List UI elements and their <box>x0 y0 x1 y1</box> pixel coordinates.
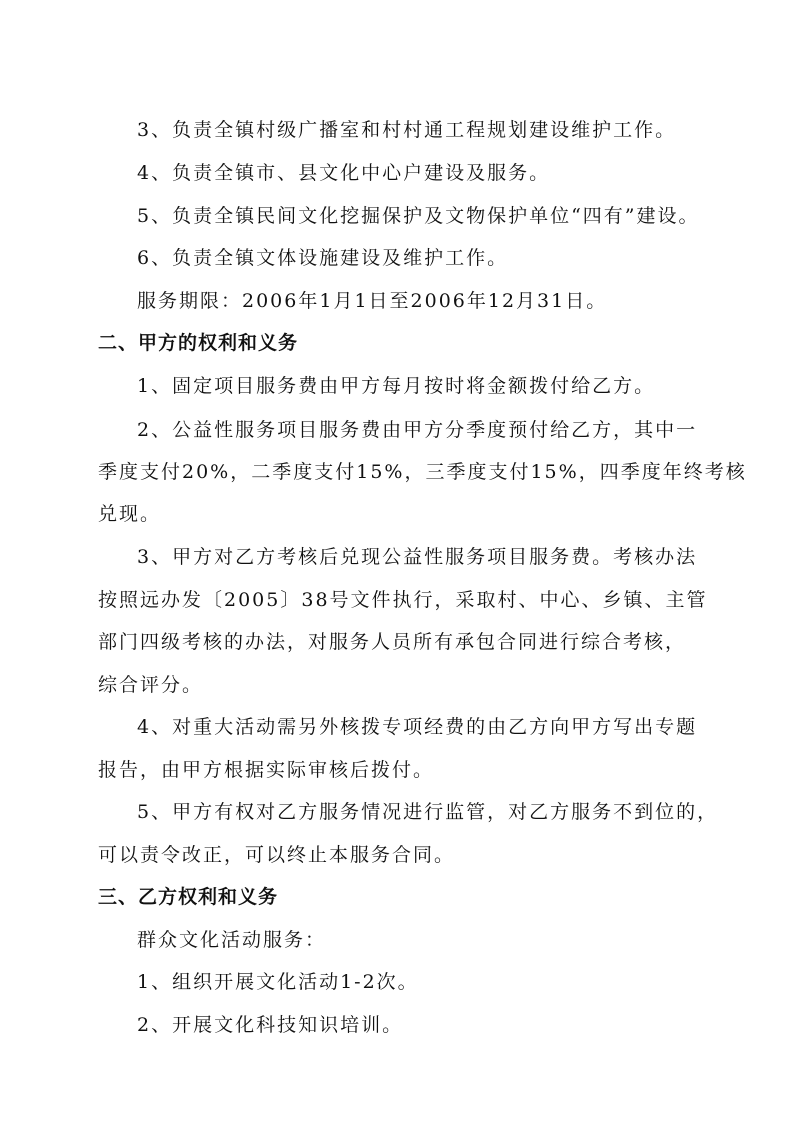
paragraph-line: 报告，由甲方根据实际审核后拨付。 <box>98 759 435 781</box>
section-heading-party-a: 二、甲方的权利和义务 <box>98 332 299 354</box>
paragraph-line: 2、开展文化科技知识培训。 <box>137 1014 404 1036</box>
paragraph-line: 部门四级考核的办法，对服务人员所有承包合同进行综合考核， <box>98 631 687 653</box>
paragraph-line: 4、对重大活动需另外核拨专项经费的由乙方向甲方写出专题 <box>137 716 698 738</box>
paragraph-line: 3、负责全镇村级广播室和村村通工程规划建设维护工作。 <box>137 119 677 141</box>
paragraph-line: 按照远办发〔2005〕38号文件执行，采取村、中心、乡镇、主管 <box>98 589 708 611</box>
paragraph-line: 1、固定项目服务费由甲方每月按时将金额拨付给乙方。 <box>137 375 656 397</box>
paragraph-line: 5、甲方有权对乙方服务情况进行监管，对乙方服务不到位的， <box>137 801 719 823</box>
paragraph-line: 4、负责全镇市、县文化中心户建设及服务。 <box>137 162 551 184</box>
paragraph-line: 1、组织开展文化活动1-2次。 <box>137 971 419 993</box>
paragraph-line: 季度支付20%，二季度支付15%，三季度支付15%，四季度年终考核 <box>98 461 747 483</box>
paragraph-line: 群众文化活动服务： <box>137 929 327 951</box>
paragraph-line: 可以责令改正，可以终止本服务合同。 <box>98 844 456 866</box>
paragraph-line: 6、负责全镇文体设施建设及维护工作。 <box>137 247 509 269</box>
paragraph-line: 5、负责全镇民间文化挖掘保护及文物保护单位“四有”建设。 <box>137 205 700 227</box>
paragraph-line: 3、甲方对乙方考核后兑现公益性服务项目服务费。考核办法 <box>137 546 698 568</box>
section-heading-party-b: 三、乙方权利和义务 <box>98 886 279 908</box>
paragraph-line: 综合评分。 <box>98 674 204 696</box>
service-period-line: 服务期限：2006年1月1日至2006年12月31日。 <box>137 290 608 312</box>
paragraph-line: 兑现。 <box>98 503 162 525</box>
paragraph-line: 2、公益性服务项目服务费由甲方分季度预付给乙方，其中一 <box>137 419 698 441</box>
